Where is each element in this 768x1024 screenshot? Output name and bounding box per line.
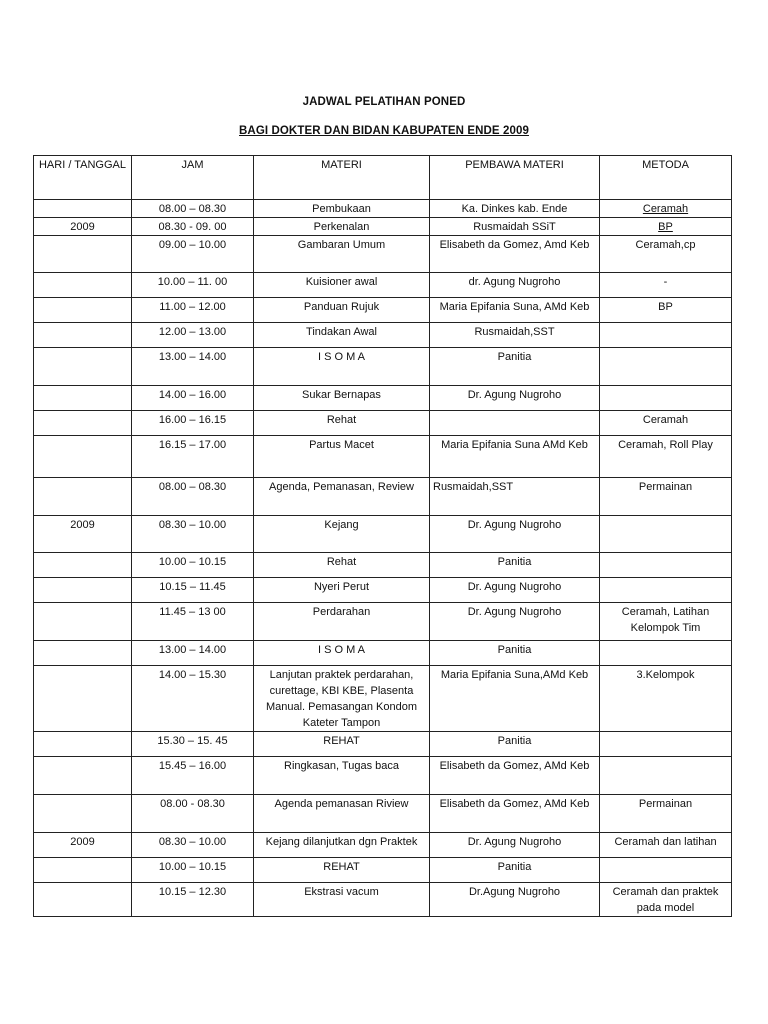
cell-hari-tanggal [34,757,132,795]
cell-materi: Rehat [254,411,430,436]
cell-jam: 14.00 – 15.30 [132,666,254,732]
cell-jam: 10.00 – 10.15 [132,553,254,578]
table-row [34,386,732,411]
cell-hari-tanggal [34,883,132,917]
cell-materi: Ekstrasi vacum [254,883,430,917]
cell-pembawa-materi: Dr. Agung Nugroho [430,386,600,411]
cell-materi: Nyeri Perut [254,578,430,603]
schedule-table [33,155,732,917]
cell-materi: Ringkasan, Tugas baca [254,757,430,795]
table-row [34,795,732,833]
cell-hari-tanggal [34,641,132,666]
cell-pembawa-materi: Elisabeth da Gomez, AMd Keb [430,757,600,795]
cell-pembawa-materi: Maria Epifania Suna,AMd Keb [430,666,600,732]
cell-pembawa-materi: Panitia [430,641,600,666]
document-subtitle: BAGI DOKTER DAN BIDAN KABUPATEN ENDE 2009 [239,125,529,137]
cell-materi: Perdarahan [254,603,430,641]
cell-materi: Sukar Bernapas [254,386,430,411]
table-row [34,200,732,218]
cell-hari-tanggal [34,553,132,578]
cell-materi: Perkenalan [254,218,430,236]
cell-pembawa-materi: Panitia [430,858,600,883]
cell-jam: 08.30 – 10.00 [132,516,254,553]
cell-metoda: Ceramah, Roll Play [600,436,732,478]
cell-materi: I S O M A [254,348,430,386]
cell-metoda: Ceramah [600,200,732,218]
table-row [34,883,732,917]
cell-metoda: Ceramah,cp [600,236,732,273]
cell-materi: Lanjutan praktek perdarahan, curettage, KBI KBE, Plasenta Manual. Pemasangan Kondom Kateter Tampon [254,666,430,732]
cell-hari-tanggal: 2009 [34,516,132,553]
cell-pembawa-materi: Panitia [430,732,600,757]
cell-jam: 08.30 - 09. 00 [132,218,254,236]
cell-metoda: Permainan [600,795,732,833]
cell-pembawa-materi: dr. Agung Nugroho [430,273,600,298]
cell-pembawa-materi: Ka. Dinkes kab. Ende [430,200,600,218]
cell-hari-tanggal [34,478,132,516]
cell-metoda: Ceramah [600,411,732,436]
table-row [34,516,732,553]
table-row [34,348,732,386]
table-row [34,298,732,323]
cell-materi: Gambaran Umum [254,236,430,273]
cell-metoda [600,516,732,553]
cell-metoda: Ceramah dan latihan [600,833,732,858]
cell-jam: 08.30 – 10.00 [132,833,254,858]
cell-hari-tanggal [34,273,132,298]
cell-hari-tanggal: 2009 [34,833,132,858]
cell-hari-tanggal [34,323,132,348]
cell-pembawa-materi: Elisabeth da Gomez, AMd Keb [430,795,600,833]
cell-materi: Kuisioner awal [254,273,430,298]
header-hari-tanggal: HARI / TANGGAL [34,156,132,200]
table-header-row [34,156,732,200]
cell-jam: 14.00 – 16.00 [132,386,254,411]
cell-jam: 08.00 – 08.30 [132,478,254,516]
cell-jam: 08.00 – 08.30 [132,200,254,218]
cell-jam: 15.45 – 16.00 [132,757,254,795]
cell-metoda [600,858,732,883]
cell-jam: 09.00 – 10.00 [132,236,254,273]
cell-hari-tanggal [34,666,132,732]
table-row [34,553,732,578]
cell-jam: 10.00 – 11. 00 [132,273,254,298]
cell-hari-tanggal [34,603,132,641]
header-metoda: METODA [600,156,732,200]
table-row [34,323,732,348]
cell-hari-tanggal [34,436,132,478]
cell-materi: Partus Macet [254,436,430,478]
cell-materi: Kejang dilanjutkan dgn Praktek [254,833,430,858]
cell-metoda: BP [600,218,732,236]
table-row [34,833,732,858]
cell-jam: 13.00 – 14.00 [132,641,254,666]
cell-hari-tanggal [34,732,132,757]
cell-metoda [600,386,732,411]
table-row [34,436,732,478]
cell-hari-tanggal [34,386,132,411]
cell-metoda: 3.Kelompok [600,666,732,732]
table-row [34,236,732,273]
document-title: JADWAL PELATIHAN PONED [302,96,466,108]
cell-hari-tanggal [34,578,132,603]
cell-metoda [600,641,732,666]
cell-jam: 10.00 – 10.15 [132,858,254,883]
cell-jam: 10.15 – 12.30 [132,883,254,917]
cell-metoda [600,732,732,757]
table-row [34,273,732,298]
cell-metoda [600,348,732,386]
cell-pembawa-materi: Panitia [430,553,600,578]
table-row [34,732,732,757]
cell-materi: Agenda, Pemanasan, Review [254,478,430,516]
table-row [34,757,732,795]
cell-pembawa-materi: Dr. Agung Nugroho [430,603,600,641]
cell-pembawa-materi: Elisabeth da Gomez, Amd Keb [430,236,600,273]
table-row [34,858,732,883]
header-materi: MATERI [254,156,430,200]
table-row [34,603,732,641]
cell-pembawa-materi: Rusmaidah,SST [430,478,600,516]
cell-hari-tanggal [34,411,132,436]
cell-metoda: Ceramah dan praktek pada model [600,883,732,917]
cell-jam: 11.00 – 12.00 [132,298,254,323]
cell-pembawa-materi: Dr. Agung Nugroho [430,578,600,603]
cell-hari-tanggal [34,236,132,273]
cell-pembawa-materi: Dr. Agung Nugroho [430,516,600,553]
cell-hari-tanggal [34,795,132,833]
cell-materi: Panduan Rujuk [254,298,430,323]
cell-pembawa-materi: Panitia [430,348,600,386]
cell-pembawa-materi [430,411,600,436]
cell-jam: 16.15 – 17.00 [132,436,254,478]
cell-jam: 10.15 – 11.45 [132,578,254,603]
table-row [34,218,732,236]
cell-jam: 08.00 - 08.30 [132,795,254,833]
cell-jam: 12.00 – 13.00 [132,323,254,348]
cell-metoda: BP [600,298,732,323]
table-row [34,641,732,666]
cell-jam: 13.00 – 14.00 [132,348,254,386]
cell-hari-tanggal [34,298,132,323]
cell-hari-tanggal: 2009 [34,218,132,236]
cell-metoda: Ceramah, Latihan Kelompok Tim [600,603,732,641]
table-row [34,578,732,603]
table-row [34,478,732,516]
cell-metoda [600,323,732,348]
cell-metoda [600,578,732,603]
cell-metoda [600,553,732,578]
header-jam: JAM [132,156,254,200]
cell-materi: REHAT [254,858,430,883]
cell-jam: 16.00 – 16.15 [132,411,254,436]
header-pembawa-materi: PEMBAWA MATERI [430,156,600,200]
cell-materi: I S O M A [254,641,430,666]
cell-jam: 11.45 – 13 00 [132,603,254,641]
cell-pembawa-materi: Rusmaidah,SST [430,323,600,348]
cell-materi: Kejang [254,516,430,553]
table-row [34,666,732,732]
cell-materi: Agenda pemanasan Riview [254,795,430,833]
cell-pembawa-materi: Maria Epifania Suna, AMd Keb [430,298,600,323]
cell-materi: REHAT [254,732,430,757]
cell-metoda: Permainan [600,478,732,516]
cell-hari-tanggal [34,858,132,883]
cell-hari-tanggal [34,200,132,218]
cell-materi: Rehat [254,553,430,578]
cell-hari-tanggal [34,348,132,386]
cell-materi: Tindakan Awal [254,323,430,348]
cell-jam: 15.30 – 15. 45 [132,732,254,757]
cell-pembawa-materi: Rusmaidah SSiT [430,218,600,236]
cell-pembawa-materi: Maria Epifania Suna AMd Keb [430,436,600,478]
cell-materi: Pembukaan [254,200,430,218]
cell-metoda: - [600,273,732,298]
cell-pembawa-materi: Dr. Agung Nugroho [430,833,600,858]
cell-pembawa-materi: Dr.Agung Nugroho [430,883,600,917]
cell-metoda [600,757,732,795]
table-row [34,411,732,436]
